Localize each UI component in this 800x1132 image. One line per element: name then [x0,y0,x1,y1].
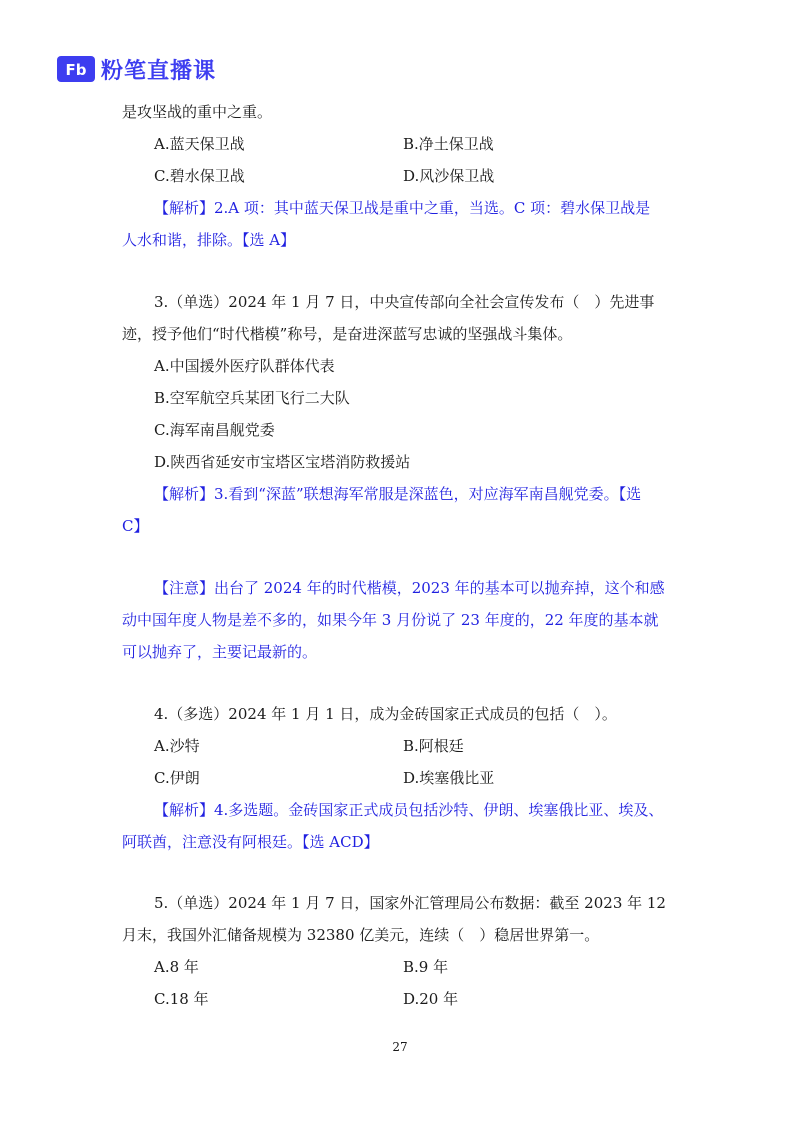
fb-logo-icon [57,56,95,82]
q3-analysis-line2: C】 [122,517,149,535]
svg-text:Fb: Fb [65,61,87,79]
q4-option-a: A.沙特 [154,737,200,755]
q2-stem-tail: 是攻坚战的重中之重。 [122,103,273,121]
note-line3: 可以抛弃了，主要记最新的。 [122,643,318,661]
q4-option-b: B.阿根廷 [403,737,464,755]
q5-option-a: A.8 年 [154,958,199,976]
q2-option-a: A.蓝天保卫战 [154,135,245,153]
q4-option-c: C.伊朗 [154,769,200,787]
note-line2: 动中国年度人物是差不多的，如果今年 3 月份说了 23 年度的，22 年度的基本就 [122,611,659,629]
q5-stem-line2: 月末，我国外汇储备规模为 32380 亿美元，连续（ ）稳居世界第一。 [122,926,600,944]
q3-option-c: C.海军南昌舰党委 [154,421,275,439]
q3-option-b: B.空军航空兵某团飞行二大队 [154,389,350,407]
page-number: 27 [392,1040,408,1054]
q2-analysis-line1: 【解析】2.A 项：其中蓝天保卫战是重中之重，当选。C 项：碧水保卫战是 [154,199,651,217]
q5-option-b: B.9 年 [403,958,449,976]
q4-stem: 4.（多选）2024 年 1 月 1 日，成为金砖国家正式成员的包括（ ）。 [154,705,617,723]
q3-option-d: D.陕西省延安市宝塔区宝塔消防救援站 [154,453,411,471]
q4-analysis-line2: 阿联酋，注意没有阿根廷。【选 ACD】 [122,833,379,851]
q2-option-c: C.碧水保卫战 [154,167,245,185]
q3-stem-line2: 迹，授予他们“时代楷模”称号，是奋进深蓝写忠诚的坚强战斗集体。 [122,325,573,343]
q2-option-b: B.净土保卫战 [403,135,494,153]
logo-text: 粉笔直播课 [101,58,217,84]
q5-option-d: D.20 年 [403,990,459,1008]
note-line1: 【注意】出台了 2024 年的时代楷模，2023 年的基本可以抛弃掉，这个和感 [154,579,665,597]
q4-analysis-line1: 【解析】4.多选题。金砖国家正式成员包括沙特、伊朗、埃塞俄比亚、埃及、 [154,801,664,819]
q4-option-d: D.埃塞俄比亚 [403,769,495,787]
q3-stem-line1: 3.（单选）2024 年 1 月 7 日，中央宣传部向全社会宣传发布（ ）先进事 [154,293,655,311]
q2-analysis-line2: 人水和谐，排除。【选 A】 [122,231,296,249]
brand-logo [57,54,216,84]
q3-option-a: A.中国援外医疗队群体代表 [154,357,335,375]
q5-option-c: C.18 年 [154,990,209,1008]
q2-option-d: D.风沙保卫战 [403,167,495,185]
q5-stem-line1: 5.（单选）2024 年 1 月 7 日，国家外汇管理局公布数据：截至 2023 年 12 [154,894,666,912]
q3-analysis-line1: 【解析】3.看到“深蓝”联想海军常服是深蓝色，对应海军南昌舰党委。【选 [154,485,642,503]
